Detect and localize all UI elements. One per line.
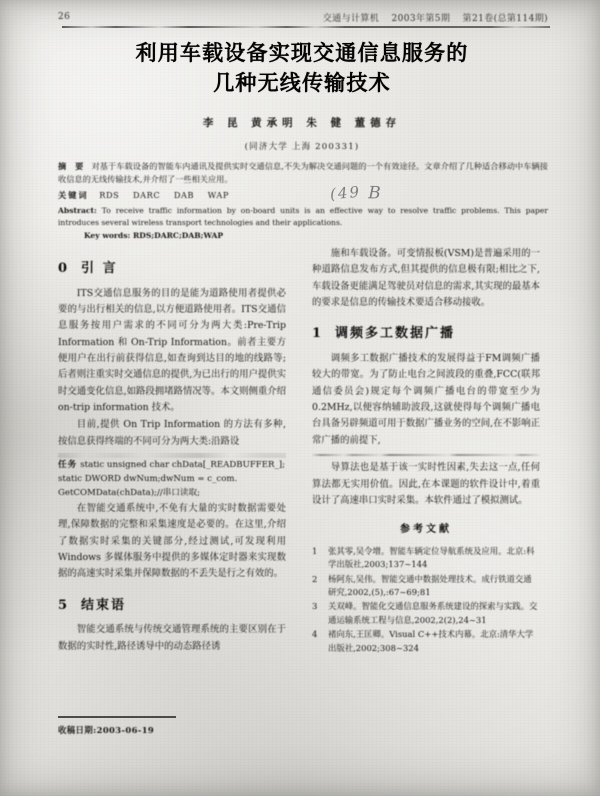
keyword-darc: DARC (132, 189, 161, 200)
right-column (312, 246, 540, 656)
journal-year-issue: 2003年第5期 (391, 13, 451, 24)
code-fragment-label: 任务 (58, 460, 78, 471)
section-heading-1 (312, 323, 540, 346)
page-folio-number: 26 (58, 12, 71, 22)
section-heading-5 (58, 595, 286, 618)
keywords-en: Key words: RDS;DARC;DAB;WAP (84, 231, 224, 241)
reference-text: 杨阿东,吴伟。智能交通中数据处理技术。成行铁道交通研究,2002,(5),:67~69;81 (328, 573, 532, 597)
reference-item (312, 628, 540, 655)
paragraph: ITS交通信息服务的目的是能为道路使用者提供必要的与出行相关的信息,以方便道路使用者。ITS交通信息服务按用户需求的不同可分为两大类:Pre-Trip Information 和 On-Trip Information。前者主要方便用户在出行前获得信息,如查询到达目的地的线路等;后者则注重实时交通信息的提供,为已出行的用户提供实时交通变化信息,如路段拥堵路情况等。本文则侧重介绍 on-trip information 技术。 (58, 287, 286, 414)
section-1-title: 调频多工数据广播 (335, 326, 456, 342)
references-heading: 参考文献 (400, 524, 452, 536)
paper-title-line-1: 利用车载设备实现交通信息服务的 (135, 40, 469, 65)
journal-info (314, 11, 548, 24)
section-heading-0 (58, 258, 286, 281)
author-list: 李 昆 黄承明 朱 健 董德存 (202, 116, 402, 129)
reference-text: 关双峰。智能化交通信息服务系统建设的探索与实践。交通运输系统工程与信息,2002,2(2),24~31 (328, 601, 538, 625)
abstract-text-en: To receive traffic information by on-board units is an effective way to resolve traffic problems. This paper introduces several wireless transport technologies and their applications. (58, 205, 548, 228)
abstract-text-cn: 对基于车载设备的智能车内通讯及提供实时交通信息,不失为解决交通问题的一个有效途径。文章介绍了几种适合移动中车辆接收信息的无线传输技术,并介绍了一些相关应用。 (58, 161, 548, 185)
section-5-number: 5 (58, 597, 70, 613)
handwritten-mark-1: (49 (329, 182, 362, 204)
reference-number: 3 (312, 601, 318, 612)
scan-artifact-rule (58, 453, 286, 458)
handwritten-annotation (329, 180, 383, 204)
reference-text: 褚向东,王匡卿。Visual C++技术内幕。北京:清华大学出版社,2002;308~324 (328, 629, 534, 653)
scan-artifact-rule (312, 454, 540, 456)
paragraph: 目前,提供 On Trip Information 的方法有多种,按信息获得终端的不同可分为两大类:沿路设 (58, 419, 286, 447)
chinese-abstract (58, 160, 548, 187)
abstract-label-cn: 摘 要 (58, 161, 87, 171)
paragraph: 施和车载设备。可变情报板(VSM)是普遍采用的一种道路信息发布方式,但其提供的信息极有限;相比之下,车载设备更能满足驾驶员对信息的需求,其实现的最基本的要求是信息的传输技术要适合移动接收。 (312, 248, 540, 309)
reference-item (312, 545, 540, 572)
english-abstract (58, 205, 548, 230)
reference-number: 2 (312, 573, 318, 584)
reference-number: 1 (312, 545, 318, 556)
header-rule (62, 26, 550, 28)
reference-number: 4 (312, 629, 318, 640)
left-column (58, 246, 286, 655)
author-affiliation: (同济大学 上海 200331) (244, 141, 360, 152)
paper-title-line-2: 几种无线传输技术 (213, 70, 391, 96)
abstract-block (58, 160, 548, 243)
section-1-number: 1 (312, 326, 324, 342)
footnote-block (58, 716, 248, 736)
keyword-dab: DAB (173, 189, 195, 200)
keywords-label-cn: 关键词 (58, 189, 89, 200)
code-fragment (58, 459, 286, 501)
section-0-title: 引 言 (81, 261, 118, 276)
keywords-items-cn (99, 190, 240, 200)
received-date: 收稿日期:2003-06-19 (58, 724, 155, 735)
journal-volume: 第21卷(总第114期) (462, 13, 548, 24)
reference-item (312, 573, 540, 600)
paragraph: 在智能交通系统中,不免有大量的实时数据需要处理,保障数据的完整和采集速度是必要的。在这里,介绍了数据实时采集的关键部分,经过测试,可发现利用 Windows 多媒体服务中提供的多媒体定时器来实现数据的高速实时采集并保障数据的不丢失是行之有效的。 (58, 502, 286, 580)
abstract-label-en: Abstract: (58, 205, 97, 215)
paragraph: 智能交通系统与传统交通管理系统的主要区别在于数据的实时性,路径诱导中的动态路径诱 (58, 624, 286, 652)
paragraph: 调频多工数据广播技术的发展得益于FM调频广播较大的带宽。为了防止电台之间波段的重叠,FCC(联邦通信委员会)规定每个调频广播电台的带宽至少为 0.2MHz,以便容纳辅助波段,这就使得每个调频广播电台具备另辟频道可用于数据广播业务的空间,在不影响正常广播的前提下, (312, 353, 540, 446)
keyword-rds: RDS (99, 189, 120, 200)
footnote-rule (58, 716, 176, 718)
keyword-wap: WAP (207, 189, 229, 200)
code-fragment-text: static unsigned char chData[_READBUFFER_]; static DWORD dwNum;dwNum = c_com. GetCOMData(chData);//串口读取; (58, 460, 286, 499)
handwritten-mark-2: B (367, 183, 383, 204)
running-head (0, 8, 600, 26)
keywords-cn (58, 189, 548, 202)
paragraph: 导算法也是基于该一实时性因素,失去这一点,任何算法都无实用价值。因此,在本课题的软件设计中,着重设计了高速串口实时采集。本软件通过了模拟测试。 (312, 462, 540, 506)
title-block (52, 38, 552, 152)
section-5-title: 结束语 (81, 597, 127, 613)
reference-item (312, 600, 540, 627)
reference-text: 张其零,吴令增。智能车辆定位导航系统及应用。北京:科学出版社,2003;137~144 (328, 545, 535, 570)
journal-name: 交通与计算机 (322, 13, 380, 24)
section-0-number: 0 (58, 261, 70, 276)
